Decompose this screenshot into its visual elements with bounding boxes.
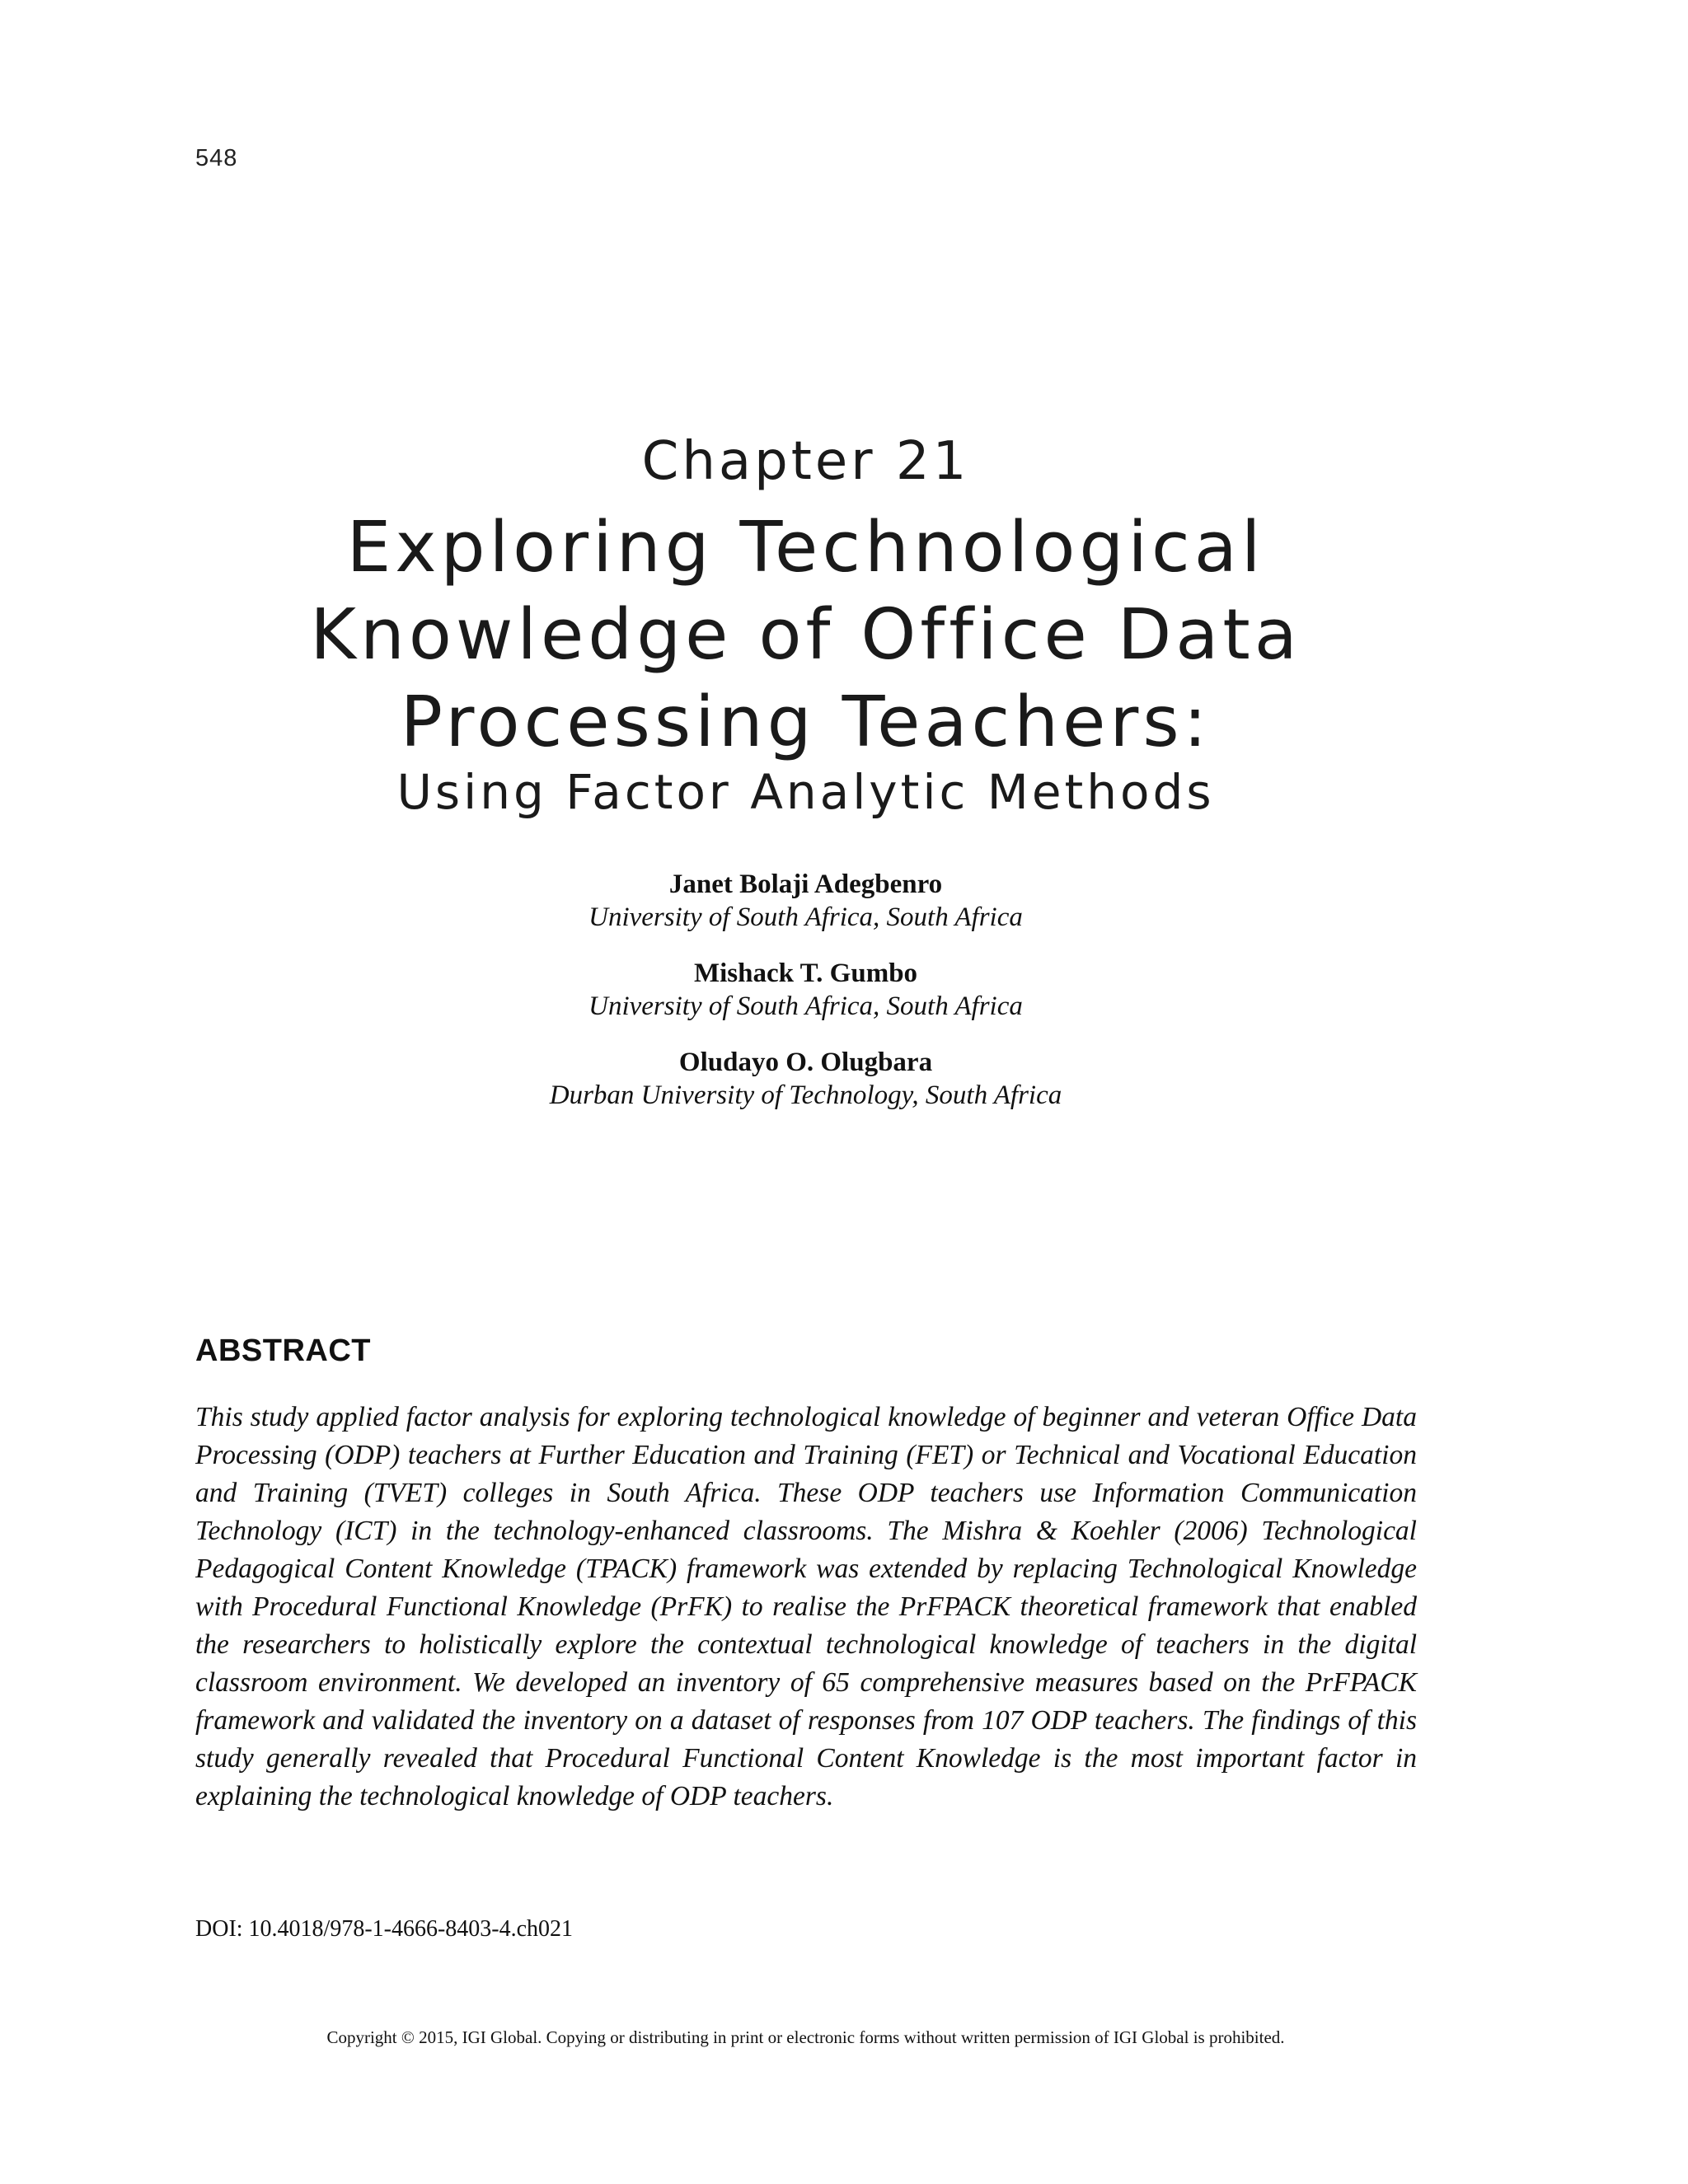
- author-list: [0, 868, 1611, 1135]
- chapter-title-line: Processing Teachers:: [400, 682, 1212, 763]
- chapter-label: Chapter 21: [641, 431, 970, 492]
- chapter-title-block: [0, 429, 1611, 821]
- doi: DOI: 10.4018/978-1-4666-8403-4.ch021: [195, 1916, 574, 1942]
- author-name: Mishack T. Gumbo: [693, 958, 918, 988]
- author-entry: [0, 1046, 1611, 1112]
- abstract-text: This study applied factor analysis for exploring technological knowledge of beginner and veteran Office Data Processing (ODP) teachers at Further Education and Training (FET) or Technical and Vocational Education and Training (TVET) colleges in South Africa. These ODP teachers use Information Communication Technology (ICT) in the technology-enhanced classrooms. The Mishra & Koehler (2006) Technological Pedagogical Content Knowledge (TPACK) framework was extended by replacing Technological Knowledge with Procedural Functional Knowledge (PrFK) to realise the PrFPACK theoretical framework that enabled the researchers to holistically explore the contextual technological knowledge of teachers in the digital classroom environment. We developed an inventory of 65 comprehensive measures based on the PrFPACK framework and validated the inventory on a dataset of responses from 107 ODP teachers. The findings of this study generally revealed that Procedural Functional Content Knowledge is the most important factor in explaining the technological knowledge of ODP teachers.: [195, 1402, 1417, 1811]
- chapter-title-line: Exploring Technological: [346, 507, 1265, 588]
- page-number: 548: [195, 145, 238, 171]
- author-affiliation: University of South Africa, South Africa: [588, 991, 1023, 1021]
- chapter-subtitle: Using Factor Analytic Methods: [396, 764, 1215, 820]
- author-affiliation: University of South Africa, South Africa: [588, 902, 1023, 932]
- copyright-notice: Copyright © 2015, IGI Global. Copying or distributing in print or electronic forms without written permission of IGI Global is prohibited.: [326, 2027, 1285, 2047]
- chapter-title-line: Knowledge of Office Data: [310, 594, 1301, 676]
- author-entry: [0, 957, 1611, 1023]
- author-entry: [0, 868, 1611, 934]
- author-affiliation: Durban University of Technology, South Africa: [549, 1080, 1062, 1110]
- author-name: Oludayo O. Olugbara: [678, 1047, 933, 1077]
- author-name: Janet Bolaji Adegbenro: [668, 869, 943, 899]
- abstract-heading: ABSTRACT: [195, 1333, 371, 1368]
